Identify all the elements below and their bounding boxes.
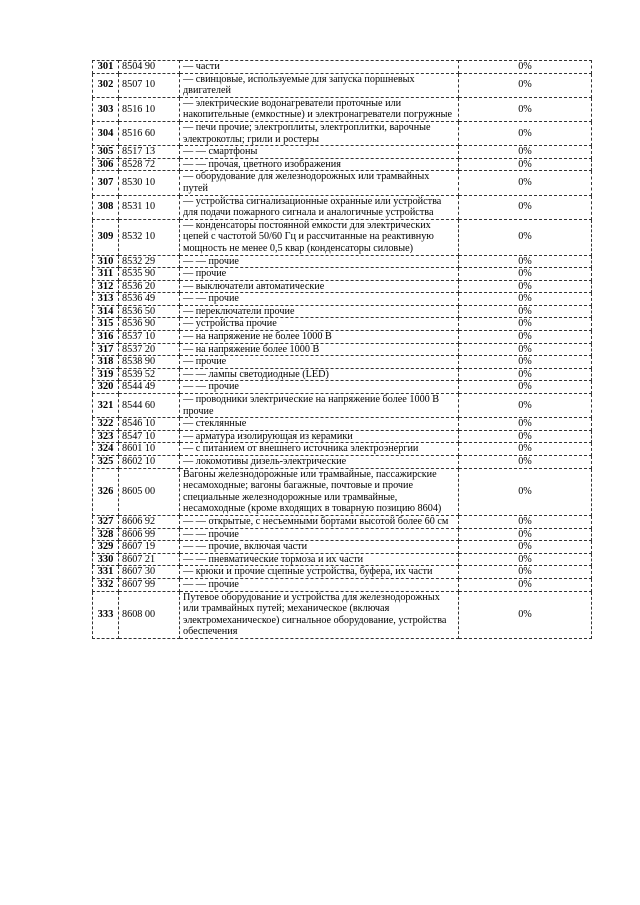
description: — оборудование для железнодорожных или трамвайных путей xyxy=(180,171,459,195)
description: — локомотивы дизель-электрические xyxy=(180,456,459,469)
row-number: 326 xyxy=(93,468,119,515)
duty-rate: 0% xyxy=(459,268,592,281)
description: — — прочие, включая части xyxy=(180,541,459,554)
table-row xyxy=(93,146,592,159)
description: — проводники электрические на напряжение более 1000 В прочие xyxy=(180,394,459,418)
description: — устройства прочие xyxy=(180,318,459,331)
description: — выключатели автоматические xyxy=(180,280,459,293)
description: — переключатели прочие xyxy=(180,305,459,318)
commodity-code: 8530 10 xyxy=(119,171,180,195)
commodity-code: 8516 60 xyxy=(119,121,180,145)
commodity-code: 8517 13 xyxy=(119,146,180,159)
commodity-code: 8504 90 xyxy=(119,61,180,74)
description: — — лампы светодиодные (LED) xyxy=(180,368,459,381)
table-row xyxy=(93,418,592,431)
description: — электрические водонагреватели проточные или накопительные (емкостные) и электронагреватели погружные xyxy=(180,97,459,121)
table-row xyxy=(93,331,592,344)
duty-rate: 0% xyxy=(459,591,592,638)
description: — — прочие xyxy=(180,528,459,541)
description: — — прочие xyxy=(180,381,459,394)
description: — — прочие xyxy=(180,293,459,306)
description: — с питанием от внешнего источника электроэнергии xyxy=(180,443,459,456)
description: — устройства сигнализационные охранные или устройства для подачи пожарного сигнала и аналогичные устройства xyxy=(180,195,459,219)
duty-rate: 0% xyxy=(459,318,592,331)
table-row xyxy=(93,255,592,268)
description: Путевое оборудование и устройства для железнодорожных или трамвайных путей; механическое (включая электромеханическое) сигнальное оборудование, устройства обеспечения xyxy=(180,591,459,638)
table-row xyxy=(93,219,592,255)
duty-rate: 0% xyxy=(459,394,592,418)
commodity-code: 8532 29 xyxy=(119,255,180,268)
row-number: 320 xyxy=(93,381,119,394)
table-row xyxy=(93,468,592,515)
commodity-code: 8532 10 xyxy=(119,219,180,255)
description: — — пневматические тормоза и их части xyxy=(180,553,459,566)
duty-rate: 0% xyxy=(459,219,592,255)
duty-rate: 0% xyxy=(459,468,592,515)
commodity-code: 8546 10 xyxy=(119,418,180,431)
row-number: 303 xyxy=(93,97,119,121)
table-row xyxy=(93,158,592,171)
commodity-code: 8536 90 xyxy=(119,318,180,331)
description: — крюки и прочие сцепные устройства, буфера, их части xyxy=(180,566,459,579)
description: — прочие xyxy=(180,268,459,281)
row-number: 322 xyxy=(93,418,119,431)
commodity-code: 8537 20 xyxy=(119,343,180,356)
duty-rate: 0% xyxy=(459,171,592,195)
duty-rate: 0% xyxy=(459,515,592,528)
duty-rate: 0% xyxy=(459,381,592,394)
duty-rate: 0% xyxy=(459,343,592,356)
commodity-code: 8538 90 xyxy=(119,356,180,369)
description: — на напряжение более 1000 В xyxy=(180,343,459,356)
table-row xyxy=(93,394,592,418)
table-row xyxy=(93,305,592,318)
duty-rate: 0% xyxy=(459,97,592,121)
table-row xyxy=(93,368,592,381)
table-row xyxy=(93,318,592,331)
commodity-code: 8536 20 xyxy=(119,280,180,293)
row-number: 308 xyxy=(93,195,119,219)
duty-rate: 0% xyxy=(459,293,592,306)
row-number: 311 xyxy=(93,268,119,281)
table-row xyxy=(93,268,592,281)
duty-rate: 0% xyxy=(459,443,592,456)
row-number: 316 xyxy=(93,331,119,344)
commodity-code: 8537 10 xyxy=(119,331,180,344)
row-number: 319 xyxy=(93,368,119,381)
commodity-code: 8531 10 xyxy=(119,195,180,219)
description: — арматура изолирующая из керамики xyxy=(180,430,459,443)
duty-rate: 0% xyxy=(459,566,592,579)
description: — печи прочие; электроплиты, электроплитки, варочные электрокотлы; грили и ростеры xyxy=(180,121,459,145)
table-row xyxy=(93,280,592,293)
table-row xyxy=(93,591,592,638)
row-number: 330 xyxy=(93,553,119,566)
duty-rate: 0% xyxy=(459,578,592,591)
tariff-table xyxy=(92,60,592,639)
row-number: 321 xyxy=(93,394,119,418)
description: — части xyxy=(180,61,459,74)
table-row xyxy=(93,121,592,145)
row-number: 312 xyxy=(93,280,119,293)
table-row xyxy=(93,443,592,456)
row-number: 309 xyxy=(93,219,119,255)
commodity-code: 8544 60 xyxy=(119,394,180,418)
table-row xyxy=(93,430,592,443)
duty-rate: 0% xyxy=(459,541,592,554)
description: — — прочие xyxy=(180,255,459,268)
description: — — смартфоны xyxy=(180,146,459,159)
commodity-code: 8607 19 xyxy=(119,541,180,554)
row-number: 302 xyxy=(93,73,119,97)
commodity-code: 8606 92 xyxy=(119,515,180,528)
tariff-table-body xyxy=(93,61,592,639)
duty-rate: 0% xyxy=(459,195,592,219)
duty-rate: 0% xyxy=(459,146,592,159)
commodity-code: 8528 72 xyxy=(119,158,180,171)
table-row xyxy=(93,456,592,469)
commodity-code: 8608 00 xyxy=(119,591,180,638)
row-number: 315 xyxy=(93,318,119,331)
table-row xyxy=(93,195,592,219)
description: — — прочая, цветного изображения xyxy=(180,158,459,171)
row-number: 307 xyxy=(93,171,119,195)
row-number: 329 xyxy=(93,541,119,554)
duty-rate: 0% xyxy=(459,368,592,381)
duty-rate: 0% xyxy=(459,280,592,293)
commodity-code: 8516 10 xyxy=(119,97,180,121)
table-row xyxy=(93,97,592,121)
row-number: 328 xyxy=(93,528,119,541)
duty-rate: 0% xyxy=(459,528,592,541)
commodity-code: 8544 49 xyxy=(119,381,180,394)
row-number: 325 xyxy=(93,456,119,469)
row-number: 310 xyxy=(93,255,119,268)
commodity-code: 8539 52 xyxy=(119,368,180,381)
row-number: 332 xyxy=(93,578,119,591)
commodity-code: 8601 10 xyxy=(119,443,180,456)
row-number: 324 xyxy=(93,443,119,456)
duty-rate: 0% xyxy=(459,418,592,431)
row-number: 318 xyxy=(93,356,119,369)
description: — конденсаторы постоянной емкости для электрических цепей с частотой 50/60 Гц и рассчитанные на реактивную мощность не менее 0,5 квар (конденсаторы силовые) xyxy=(180,219,459,255)
duty-rate: 0% xyxy=(459,356,592,369)
duty-rate: 0% xyxy=(459,61,592,74)
commodity-code: 8535 90 xyxy=(119,268,180,281)
row-number: 317 xyxy=(93,343,119,356)
table-row xyxy=(93,541,592,554)
row-number: 331 xyxy=(93,566,119,579)
commodity-code: 8606 99 xyxy=(119,528,180,541)
row-number: 314 xyxy=(93,305,119,318)
duty-rate: 0% xyxy=(459,73,592,97)
description: — — прочие xyxy=(180,578,459,591)
table-row xyxy=(93,578,592,591)
row-number: 301 xyxy=(93,61,119,74)
duty-rate: 0% xyxy=(459,331,592,344)
row-number: 333 xyxy=(93,591,119,638)
table-row xyxy=(93,515,592,528)
commodity-code: 8602 10 xyxy=(119,456,180,469)
row-number: 313 xyxy=(93,293,119,306)
duty-rate: 0% xyxy=(459,121,592,145)
commodity-code: 8547 10 xyxy=(119,430,180,443)
table-row xyxy=(93,61,592,74)
row-number: 305 xyxy=(93,146,119,159)
description: — свинцовые, используемые для запуска поршневых двигателей xyxy=(180,73,459,97)
commodity-code: 8536 49 xyxy=(119,293,180,306)
row-number: 304 xyxy=(93,121,119,145)
commodity-code: 8507 10 xyxy=(119,73,180,97)
duty-rate: 0% xyxy=(459,305,592,318)
description: — прочие xyxy=(180,356,459,369)
commodity-code: 8607 99 xyxy=(119,578,180,591)
table-row xyxy=(93,566,592,579)
table-row xyxy=(93,171,592,195)
table-row xyxy=(93,381,592,394)
description: — на напряжение не более 1000 В xyxy=(180,331,459,344)
row-number: 323 xyxy=(93,430,119,443)
commodity-code: 8607 30 xyxy=(119,566,180,579)
commodity-code: 8607 21 xyxy=(119,553,180,566)
row-number: 306 xyxy=(93,158,119,171)
duty-rate: 0% xyxy=(459,158,592,171)
commodity-code: 8536 50 xyxy=(119,305,180,318)
duty-rate: 0% xyxy=(459,456,592,469)
description: Вагоны железнодорожные или трамвайные, пассажирские несамоходные; вагоны багажные, почтовые и прочие специальные железнодорожные или трамвайные, несамоходные (кроме входящих в товарную позицию 8604) xyxy=(180,468,459,515)
table-row xyxy=(93,293,592,306)
table-row xyxy=(93,528,592,541)
duty-rate: 0% xyxy=(459,255,592,268)
description: — — открытые, с несъемными бортами высотой более 60 см xyxy=(180,515,459,528)
table-row xyxy=(93,553,592,566)
table-row xyxy=(93,73,592,97)
commodity-code: 8605 00 xyxy=(119,468,180,515)
duty-rate: 0% xyxy=(459,430,592,443)
table-row xyxy=(93,356,592,369)
table-row xyxy=(93,343,592,356)
row-number: 327 xyxy=(93,515,119,528)
duty-rate: 0% xyxy=(459,553,592,566)
description: — стеклянные xyxy=(180,418,459,431)
